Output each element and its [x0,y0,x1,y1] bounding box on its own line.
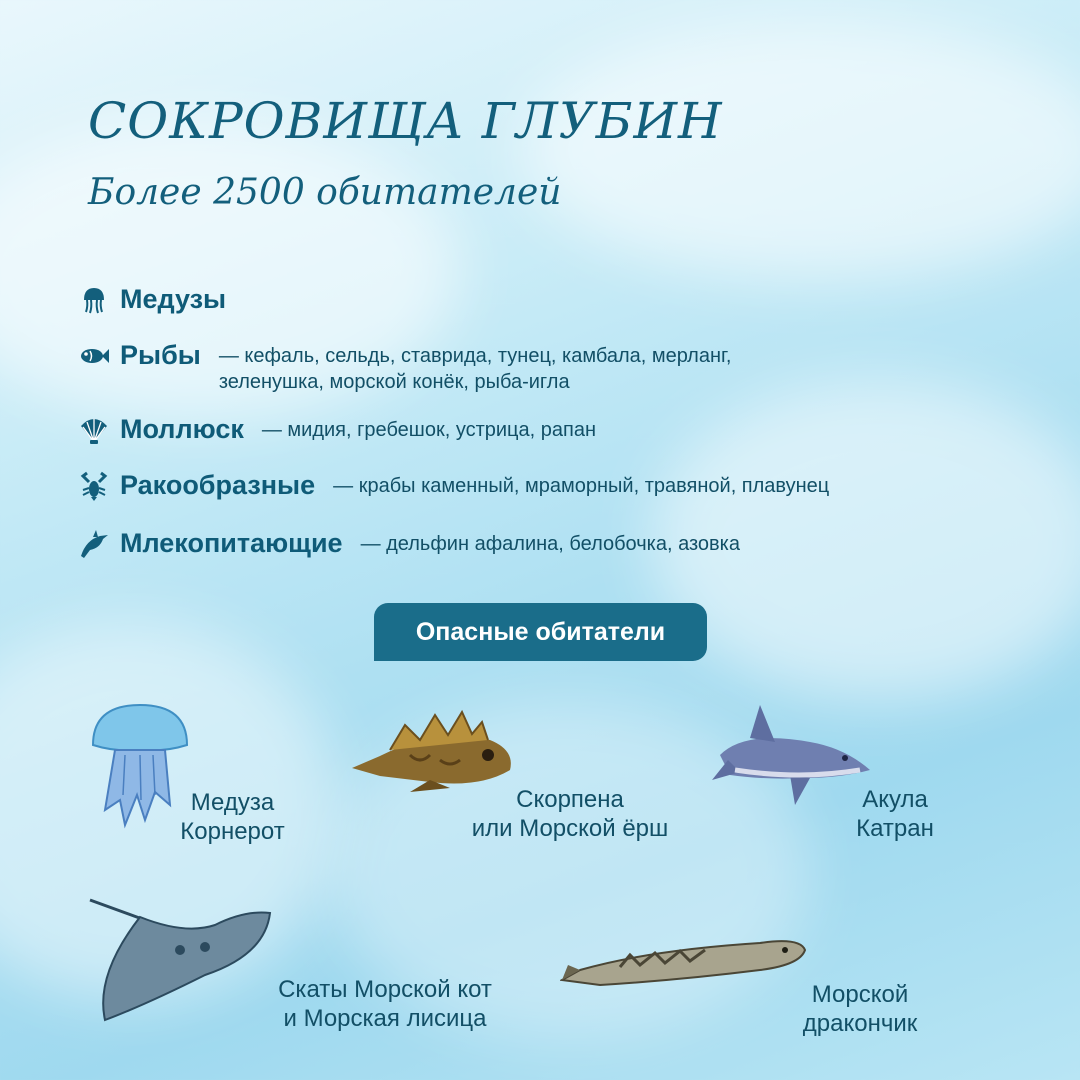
category-fish [78,338,731,395]
lobster-icon [78,470,110,502]
creature-label: Акула Катран [856,786,934,842]
category-crustaceans [78,468,829,502]
jellyfish-icon [78,284,110,316]
creature-label: Скаты Морской кот и Морская лисица [278,976,492,1032]
weever-image [560,925,810,1000]
category-description: — крабы каменный, мраморный, травяной, плавунец [333,475,830,497]
category-name: Млекопитающие [120,528,343,558]
creature-label: Медуза Корнерот [180,789,285,845]
shell-icon [78,414,110,446]
page-title: СОКРОВИЩА ГЛУБИН [88,92,723,150]
page-subtitle: Более 2500 обитателей [88,172,562,213]
fish-icon [78,340,110,372]
category-mollusk [78,412,596,446]
category-description: — мидия, гребешок, устрица, рапан [261,419,596,441]
category-name: Ракообразные [120,470,316,500]
category-name: Медузы [120,284,227,314]
category-jellyfish [78,282,226,316]
dolphin-icon [78,528,110,560]
category-name: Моллюск [120,414,244,444]
category-description: — кефаль, сельдь, ставрида, тунец, камбала, мерланг, зеленушка, морской конёк, рыба-игла [218,345,732,393]
creature-label: Скорпена или Морской ёрш [471,786,669,842]
creature-label: Морской дракончик [802,981,918,1037]
category-name: Рыбы [120,340,201,370]
category-mammals [78,526,740,560]
dangerous-inhabitants-badge: Опасные обитатели [374,603,707,661]
scorpionfish-image [350,700,520,795]
category-description: — дельфин афалина, белобочка, азовка [360,533,740,555]
stingray-image [85,895,275,1025]
